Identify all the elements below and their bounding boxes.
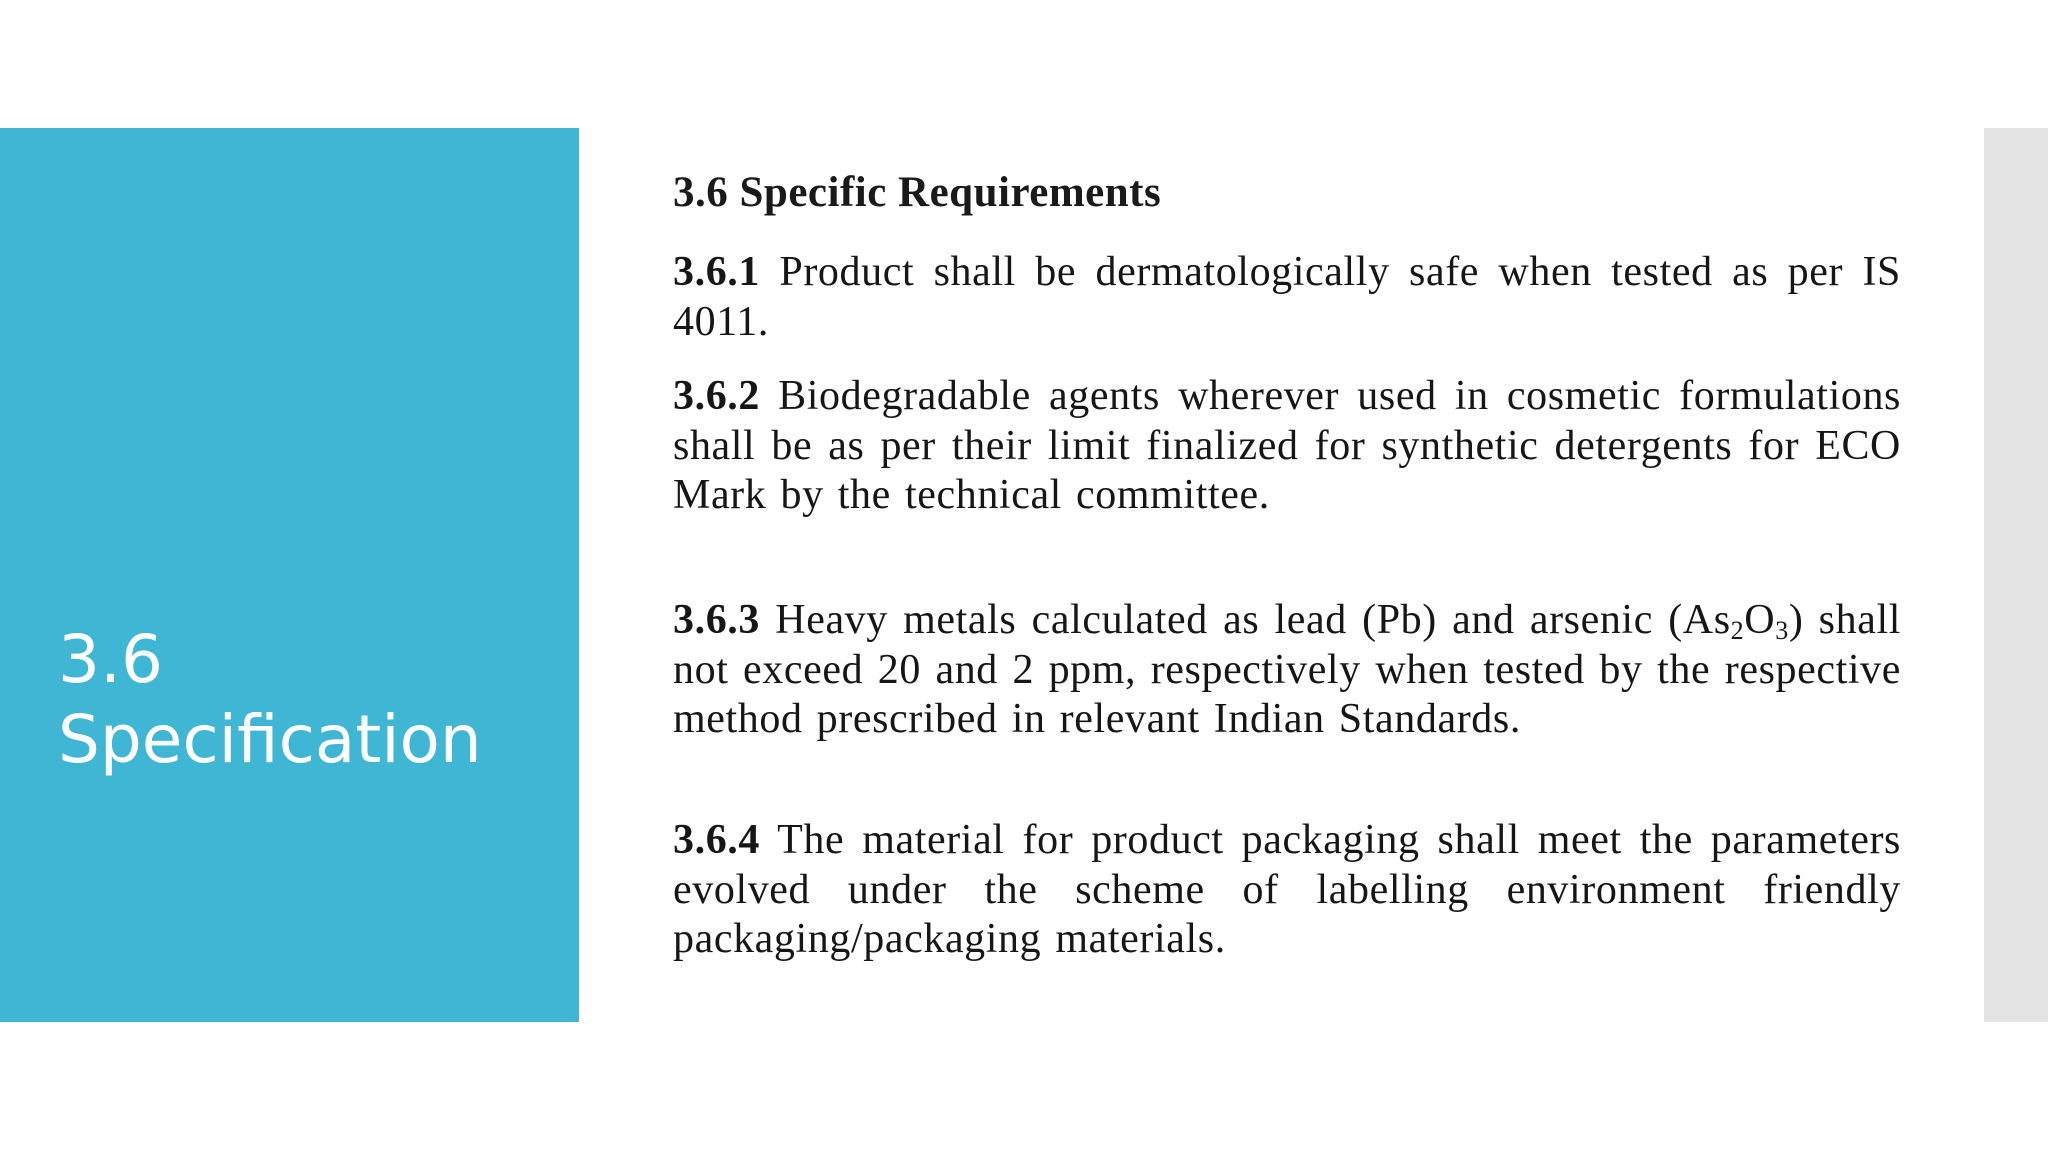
slide-title-text: Specification: [58, 701, 482, 778]
clause-number: 3.6.1: [673, 249, 760, 295]
clause-number: 3.6.3: [673, 597, 760, 643]
subscript-2: 2: [1730, 616, 1745, 645]
slide-title-number: 3.6: [58, 621, 163, 698]
clause-text: Product shall be dermatologically safe when tested as per IS 4011.: [673, 249, 1901, 345]
slide-title: [58, 620, 568, 780]
clause-number: 3.6.4: [673, 817, 760, 863]
clause-3-6-3: [673, 596, 1901, 745]
clause-text-part2: O: [1744, 597, 1776, 643]
clause-3-6-1: [673, 248, 1901, 347]
document-image: [579, 128, 1984, 1022]
right-gray-strip: [1984, 128, 2048, 1022]
clause-text-part3: ) shall not exceed 20 and 2 ppm, respectively when tested by the respective method prescribed in relevant Indian Standards.: [673, 597, 1901, 742]
clause-text: The material for product packaging shall meet the parameters evolved under the scheme of labelling environment friendly packaging/packaging materials.: [673, 817, 1901, 962]
document-heading: 3.6 Specific Requirements: [673, 169, 1162, 216]
clause-text: Biodegradable agents wherever used in cosmetic formulations shall be as per their limit finalized for synthetic detergents for ECO Mark by the technical committee.: [673, 373, 1901, 518]
clause-text-part1: Heavy metals calculated as lead (Pb) and arsenic (As: [775, 597, 1731, 643]
title-panel: [0, 128, 579, 1022]
subscript-3: 3: [1775, 616, 1789, 645]
clause-3-6-4: [673, 816, 1901, 965]
clause-number: 3.6.2: [673, 373, 760, 419]
clause-3-6-2: [673, 372, 1901, 521]
